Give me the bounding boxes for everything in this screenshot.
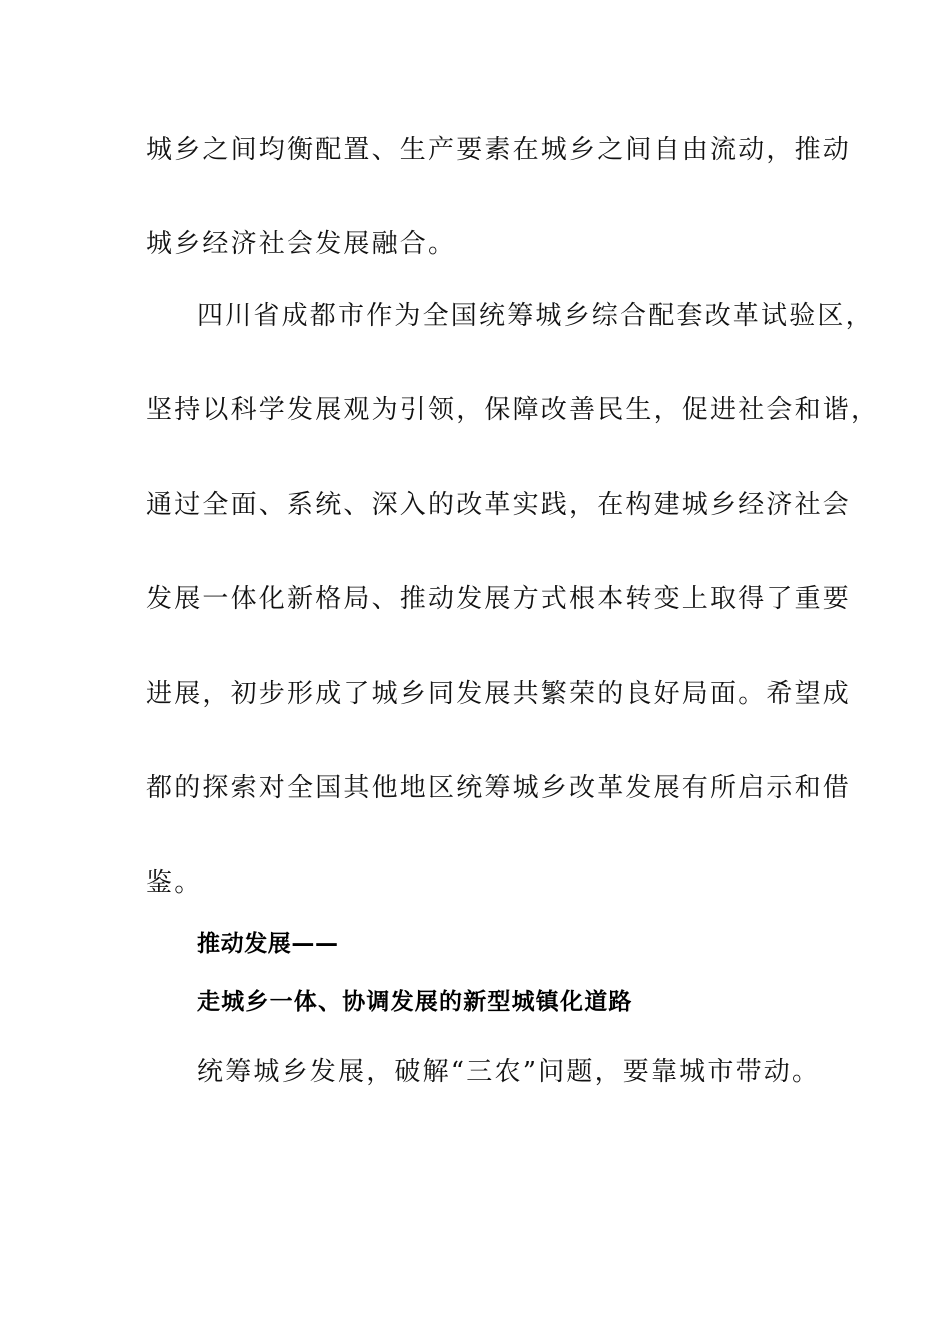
- paragraph-line: 都的探索对全国其他地区统筹城乡改革发展有所启示和借: [146, 773, 852, 803]
- paragraph-line: 通过全面、系统、深入的改革实践，在构建城乡经济社会: [146, 490, 852, 520]
- paragraph-line: 进展，初步形成了城乡同发展共繁荣的良好局面。希望成: [146, 679, 852, 709]
- paragraph-line: 鉴。: [146, 868, 203, 898]
- section-title: 推动发展——: [197, 931, 339, 957]
- paragraph-line: 四川省成都市作为全国统筹城乡综合配套改革试验区，: [197, 301, 874, 331]
- paragraph-line: 城乡之间均衡配置、生产要素在城乡之间自由流动，推动: [146, 135, 852, 165]
- paragraph-line: 城乡经济社会发展融合。: [146, 229, 457, 259]
- paragraph-line: 统筹城乡发展，破解“三农”问题，要靠城市带动。: [197, 1057, 821, 1087]
- section-subtitle: 走城乡一体、协调发展的新型城镇化道路: [197, 989, 633, 1015]
- paragraph-line: 发展一体化新格局、推动发展方式根本转变上取得了重要: [146, 584, 852, 614]
- paragraph-line: 坚持以科学发展观为引领，保障改善民生，促进社会和谐，: [146, 395, 880, 425]
